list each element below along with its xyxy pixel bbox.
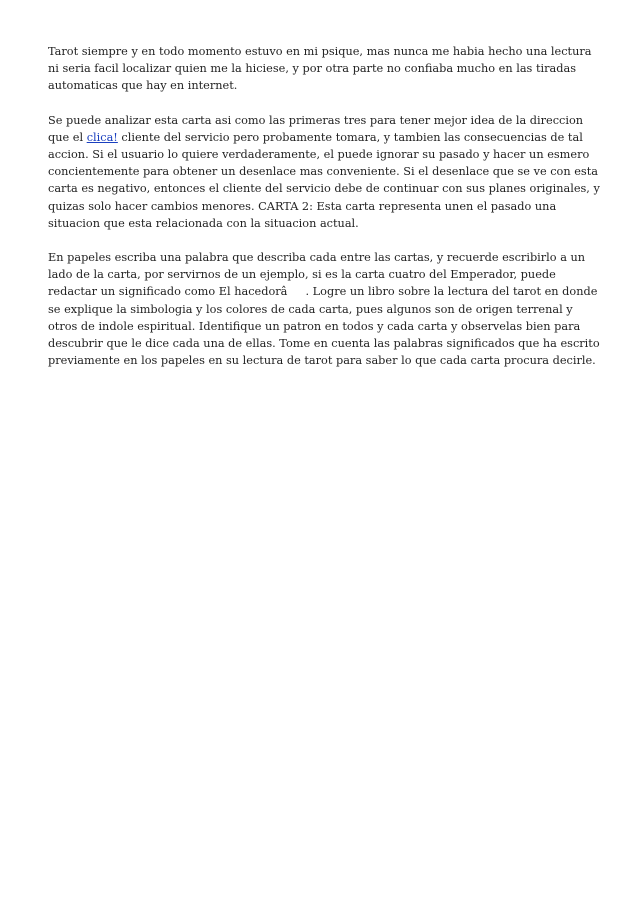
paragraph-2-text-start: Se puede analizar esta carta asi como las primeras tres para tener mejor idea de la direccion que el <box>48 113 584 144</box>
paragraph-2 <box>48 112 600 232</box>
paragraph-1: Tarot siempre y en todo momento estuvo en mi psique, mas nunca me habia hecho una lectura ni seria facil localizar quien me la hiciese, y por otra parte no confiaba mucho en las tiradas automaticas que hay en internet. <box>48 45 592 93</box>
document-body <box>48 43 600 386</box>
paragraph-2-text-end: cliente del servicio pero probamente tomara, y tambien las consecuencias de tal accion. Si el usuario lo quiere verdaderamente, el puede ignorar su pasado y hacer un esmero concientemente para obtener un desenlace mas conveniente. Si el desenlace que se ve con esta carta es negativo, entonces el cliente del servicio debe de continuar con sus planes originales, y quizas solo hacer cambios menores. CARTA 2: Esta carta representa unen el pasado una situacion que esta relacionada con la situacion actual. <box>48 130 600 230</box>
paragraph-3: En papeles escriba una palabra que describa cada entre las cartas, y recuerde escribirlo a un lado de la carta, por servirnos de un ejemplo, si es la carta cuatro del Emperador, puede redactar un significado como El hacedorâ. Logre un libro sobre la lectura del tarot en donde se explique la simbologia y los colores de cada carta, pues algunos son de origen terrenal y otros de indole espiritual. Identifique un patron en todos y cada carta y observelas bien para descubrir que le dice cada una de ellas. Tome en cuenta las palabras significados que ha escrito previamente en los papeles en su lectura de tarot para saber lo que cada carta procura decirle. <box>48 251 600 368</box>
clica-link[interactable]: clica! <box>86 130 118 144</box>
